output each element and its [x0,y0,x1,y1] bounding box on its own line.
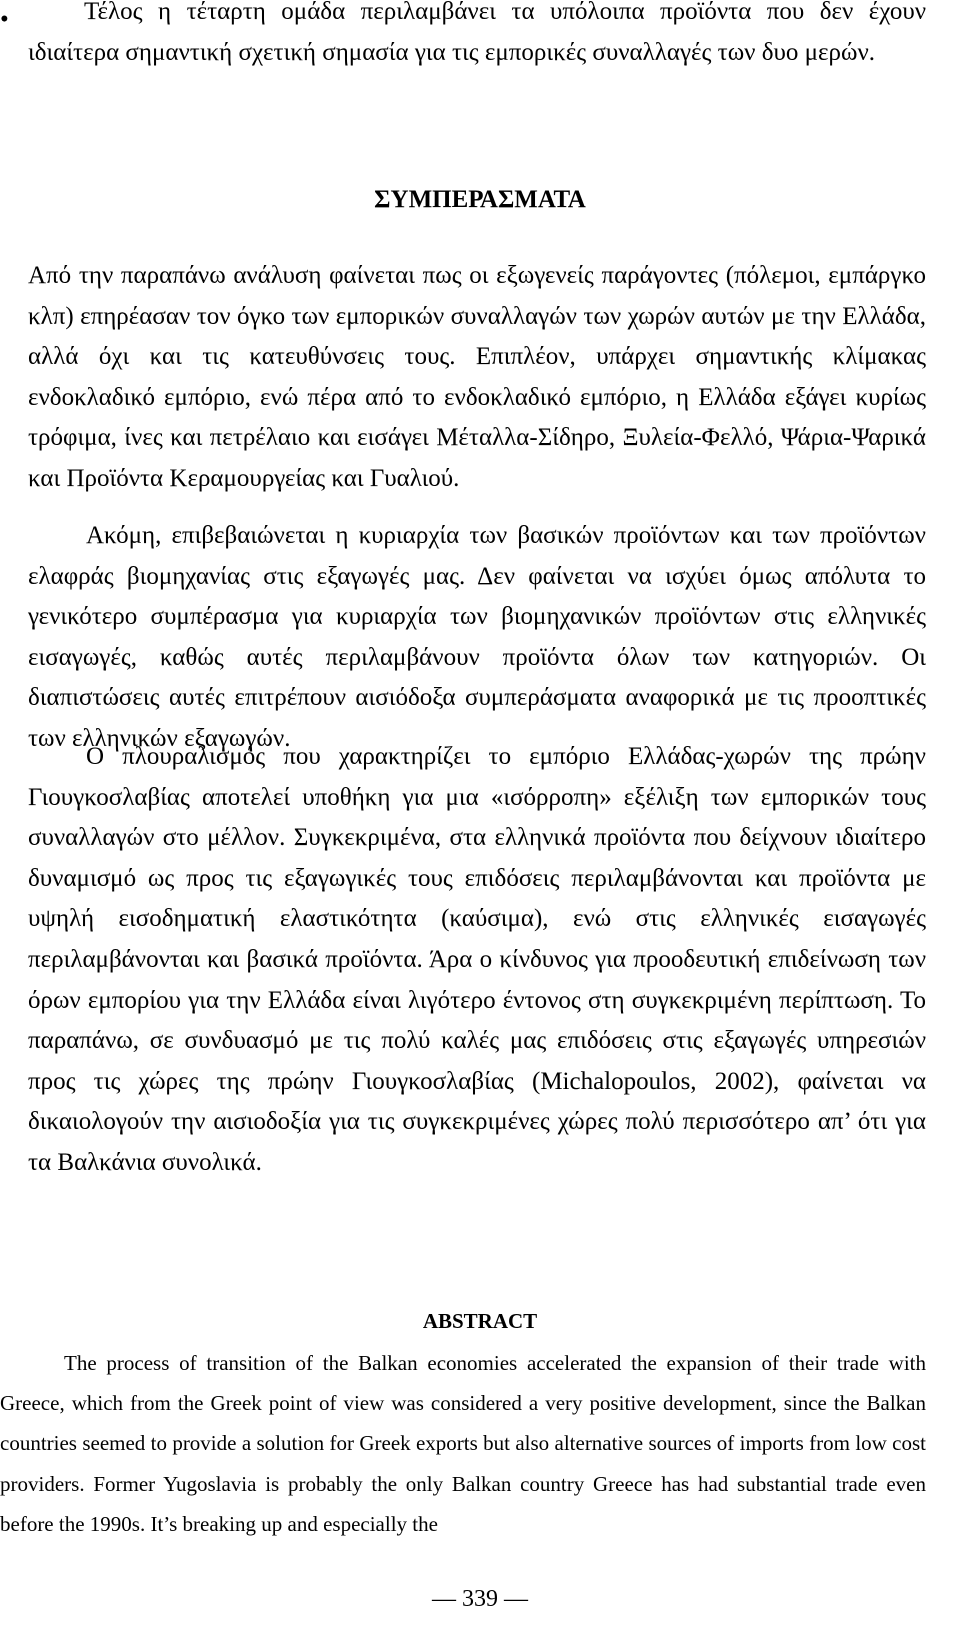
conclusions-paragraph-2: Ακόμη, επιβεβαιώνεται η κυριαρχία των βασικών προϊόντων και των προϊόντων ελαφράς βιομηχανίας στις εξαγωγές μας. Δεν φαίνεται να ισχύει όμως απόλυτα το γενικότερο συμπέρασμα για κυριαρχία των βιομηχανικών προϊόντων στις ελληνικές εισαγωγές, καθώς αυτές περιλαμβάνουν προϊόντα όλων των κατηγοριών. Οι διαπιστώσεις αυτές επιτρέπουν αισιόδοξα συμπεράσματα αναφορικά με τις προοπτικές των ελληνικών εξαγωγών. [28,522,926,752]
abstract-heading: ABSTRACT [422,1309,538,1333]
abstract-paragraph: The process of transition of the Balkan economies accelerated the expansion of their trade with Greece, which from the Greek point of view was considered a very positive development, since the Balkan countries seemed to provide a solution for Greek exports but also alternative sources of imports from low cost providers. Former Yugoslavia is probably the only Balkan country Greece has had substantial trade even before the 1990s. It’s breaking up and especially the [0,1351,926,1536]
conclusions-paragraph-3: Ο πλουραλισμός που χαρακτηρίζει το εμπόριο Ελλάδας-χωρών της πρώην Γιουγκοσλαβίας αποτελεί υποθήκη για μια «ισόρροπη» εξέλιξη των εμπορικών τους συναλλαγών στο μέλλον. Συγκεκριμένα, στα ελληνικά προϊόντα που δείχνουν ιδιαίτερο δυναμισμό ως προς τις εξαγωγικές τους επιδόσεις περιλαμβάνονται και προϊόντα με υψηλή εισοδηματική ελαστικότητα (καύσιμα), ενώ στις ελληνικές εισαγωγές περιλαμβάνονται και βασικά προϊόντα. Άρα ο κίνδυνος για προοδευτική επιδείνωση των όρων εμπορίου για την Ελλάδα είναι λιγότερο έντονος στη συγκεκριμένη περίπτωση. Το παραπάνω, σε συνδυασμό με τις πολύ καλές μας επιδόσεις στις εξαγωγές υπηρεσιών προς τις χώρες της πρώην Γιουγκοσλαβίας (Michalopoulos, 2002), φαίνεται να δικαιολογούν την αισιοδοξία για τις συγκεκριμένες χώρες πολύ περισσότερο απ’ ότι για τα Βαλκάνια συνολικά. [28,743,926,1176]
page-number: — 339 — [432,1586,528,1612]
conclusions-paragraph-1: Από την παραπάνω ανάλυση φαίνεται πως οι εξωγενείς παράγοντες (πόλεμοι, εμπάργκο κλπ) επηρέασαν τον όγκο των εμπορικών συναλλαγών των χωρών αυτών με την Ελλάδα, αλλά όχι και τις κατευθύνσεις τους. Επιπλέον, υπάρχει σημαντικής κλίμακας ενδοκλαδικό εμπόριο, ενώ πέρα από το ενδοκλαδικό εμπόριο, η Ελλάδα εξάγει κυρίως τρόφιμα, ίνες και πετρέλαιο και εισάγει Μέταλλα-Σίδηρο, Ξυλεία-Φελλό, Ψάρια-Ψαρικά και Προϊόντα Κεραμουργείας και Γυαλιού. [28,262,926,492]
bullet-paragraph: Τέλος η τέταρτη ομάδα περιλαμβάνει τα υπόλοιπα προϊόντα που δεν έχουν ιδιαίτερα σημαντική σχετική σημασία για τις εμπορικές συναλλαγές των δυο μερών. [28,0,926,66]
bullet-item [0,0,960,120]
conclusions-heading: ΣΥΜΠΕΡΑΣΜΑΤΑ [374,186,586,213]
bullet-icon: • [0,6,9,33]
